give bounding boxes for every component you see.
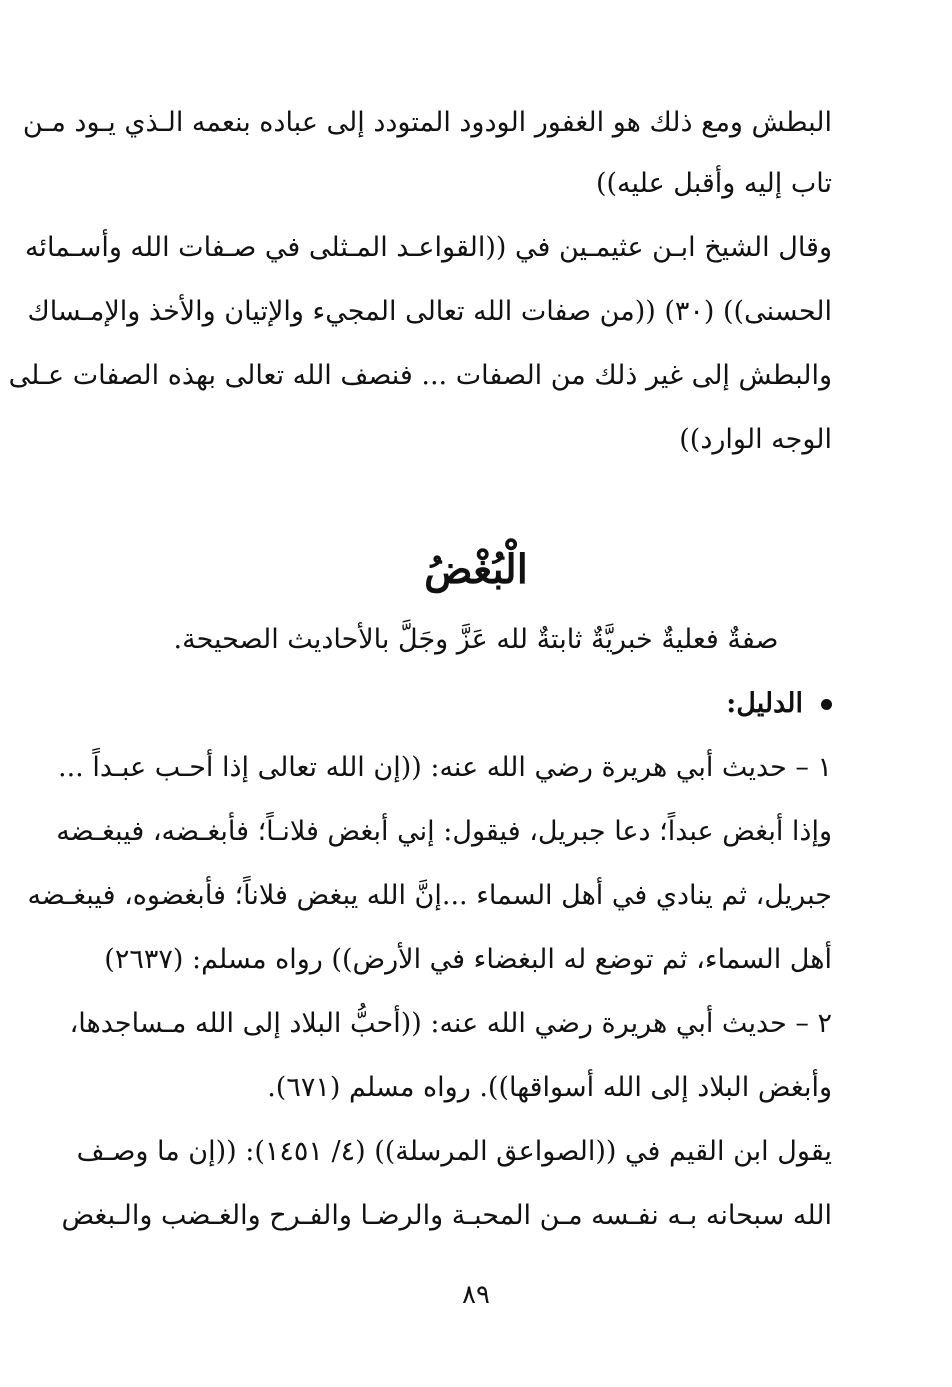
- evidence-label: [120, 684, 832, 724]
- paragraph-line: أهل السماء، ثم توضع له البغضاء في الأرض)) رواه مسلم: (٢٦٣٧): [104, 944, 832, 975]
- paragraph-line: تاب إليه وأقبل عليه)): [595, 168, 832, 199]
- paragraph-line: جبريل، ثم ينادي في أهل السماء ...إنَّ الله يبغض فلاناً؛ فأبغضوه، فيبغـضه: [27, 880, 832, 911]
- paragraph-line: وإذا أبغض عبداً؛ دعا جبريل، فيقول: إني أبغض فلانـاً؛ فأبغـضه، فيبغـضه: [56, 816, 832, 847]
- paragraph-line: وأبغض البلاد إلى الله أسواقها)). رواه مسلم (٦٧١).: [267, 1072, 832, 1103]
- paragraph-line: وقال الشيخ ابـن عثيمـين في ((القواعـد المـثلى في صـفات الله وأسـمائه: [24, 232, 832, 263]
- bullet-icon: [821, 699, 832, 710]
- paragraph-line: الوجه الوارد)): [679, 424, 832, 455]
- paragraph-line: ١ – حديث أبي هريرة رضي الله عنه: ((إن الله تعالى إذا أحـب عبـداً ...: [58, 752, 832, 783]
- section-heading: الْبُغْضُ: [424, 546, 528, 593]
- page-number: ٨٩: [462, 1280, 490, 1310]
- definition-line: صفةٌ فعليةٌ خبريَّةٌ ثابتةٌ لله عَزَّ وجَلَّ بالأحاديث الصحيحة.: [173, 624, 779, 655]
- paragraph-line: ٢ – حديث أبي هريرة رضي الله عنه: ((أحبُّ البلاد إلى الله مـساجدها،: [69, 1008, 832, 1039]
- paragraph-line: يقول ابن القيم في ((الصواعق المرسلة)) (٤/ ١٤٥١): ((إن ما وصـف: [76, 1136, 832, 1167]
- paragraph-line: والبطش إلى غير ذلك من الصفات ... فنصف الله تعالى بهذه الصفات عـلى: [8, 360, 832, 391]
- paragraph-line: البطش ومع ذلك هو الغفور الودود المتودد إلى عباده بنعمه الـذي يـود مـن: [22, 107, 832, 138]
- evidence-label-text: الدليل:: [726, 688, 803, 719]
- paragraph-line: الحسنى)) (٣٠) ((من صفات الله تعالى المجيء والإتيان والأخذ والإمـساك: [27, 296, 832, 327]
- paragraph-line: الله سبحانه بـه نفـسه مـن المحبـة والرضـا والفـرح والغـضب والـبغض: [61, 1200, 832, 1231]
